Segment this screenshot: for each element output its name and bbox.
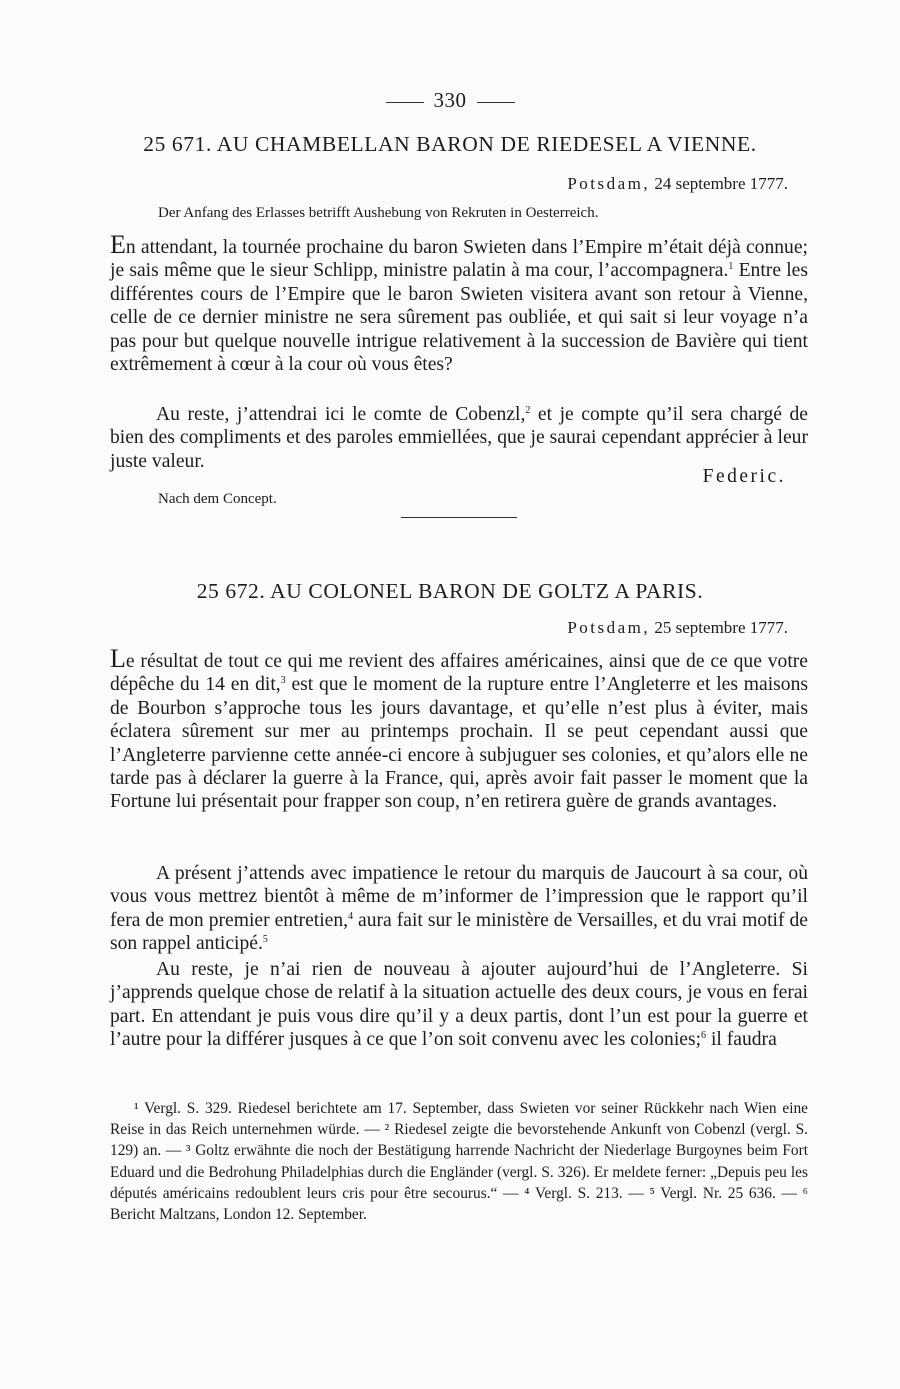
letter2-heading: 25 672. AU COLONEL BARON DE GOLTZ A PARIS. bbox=[196, 579, 704, 603]
letter2-p2-text-b: aura fait sur le ministère de Versailles, et du vrai motif de son rappel anticipé. bbox=[110, 909, 808, 955]
letter2-p1-text-b: est que le moment de la rupture entre l’Angleterre et les maisons de Bourbon s’approche tous les jours davantage, et qu’elle n’est plus à éviter, mais éclatera sûrement sur mer au printemps prochain. Il se peut cependant aussi que l’Angleterre parvienne cette année-ci encore à subjuguer ses colonies, et qu’alors elle ne tarde pas à déclarer la guerre à la France, qui, après avoir fait passer le moment que la Fortune lui présentait pour frapper son coup, n’en retirera guère de grands avantages. bbox=[110, 674, 808, 813]
letter1-initial: E bbox=[110, 230, 126, 259]
letter1-p2-text-a: Au reste, j’attendrai ici le comte de Cobenzl, bbox=[156, 404, 526, 425]
letter2-p2-text-a: A présent j’attends avec impatience le retour du marquis de Jaucourt à sa cour, où vous vous mettrez bientôt à même de m’informer de l’impression que le rapport qu’il fera de mon premier entretien, bbox=[110, 863, 808, 931]
letter1-signature: Federic. bbox=[702, 466, 786, 487]
letter2-place: Potsdam, bbox=[567, 618, 651, 637]
section-divider bbox=[401, 517, 517, 518]
footnotes-text: ¹ Vergl. S. 329. Riedesel berichtete am 17. September, dass Swieten vor seiner Rückkehr nach Wien eine Reise in das Reich unternehmen würde. — ² Riedesel zeigte die bevorstehende Ankunft von Cobenzl (vergl. S. 129) an. — ³ Goltz erwähnte die noch der Bestätigung harrende Nachricht der Niederlage Burgoynes beim Fort Eduard und die Bedrohung Philadelphias durch die Engländer (vergl. S. 326). Er meldete ferner: „Depuis peu les députés américains redoublent leurs cris pour être secourus.“ — ⁴ Vergl. S. 213. — ⁵ Vergl. Nr. 25 636. — ⁶ Bericht Maltzans, London 12. September. bbox=[110, 1100, 808, 1224]
letter2-date: 25 septembre 1777. bbox=[654, 618, 788, 637]
letter2-paragraph-1 bbox=[110, 644, 808, 814]
letter2-paragraph-3 bbox=[110, 958, 808, 1052]
letter2-paragraph-2 bbox=[110, 862, 808, 956]
letter1-paragraph-1 bbox=[110, 230, 808, 376]
footnote-ref-6: 6 bbox=[701, 1030, 707, 1042]
page-number-dash-right bbox=[477, 102, 515, 103]
letter1-heading: 25 671. AU CHAMBELLAN BARON DE RIEDESEL A VIENNE. bbox=[143, 132, 757, 156]
letter1-p2-text-b: et je compte qu’il sera chargé de bien des compliments et des paroles emmiellées, que je saurai cependant apprécier à leur juste valeur. bbox=[110, 404, 808, 472]
letter1-summary: Der Anfang des Erlasses betrifft Aushebung von Rekruten in Oesterreich. bbox=[158, 205, 599, 221]
letter1-paragraph-2 bbox=[110, 403, 808, 473]
page-number-text: 330 bbox=[433, 88, 467, 112]
footnote-ref-2: 2 bbox=[525, 405, 531, 416]
letter2-p3-text-a: Au reste, je n’ai rien de nouveau à ajouter aujourd’hui de l’Angleterre. Si j’apprends quelque chose de relatif à la situation actuelle des deux cours, je vous en ferai part. En attendant je puis vous dire qu’il y a deux partis, dont l’un est pour la guerre et l’autre pour la différer jusques à ce que l’on soit convenu avec les colonies; bbox=[110, 959, 808, 1051]
page-number bbox=[0, 88, 900, 113]
footnote-ref-4: 4 bbox=[348, 910, 354, 922]
letter1-place: Potsdam, bbox=[567, 174, 651, 193]
footnote-ref-5: 5 bbox=[262, 934, 268, 946]
letter2-initial: L bbox=[110, 644, 126, 673]
letter2-dateline bbox=[567, 618, 788, 638]
footnotes bbox=[110, 1098, 808, 1225]
letter1-p1-text-a: n attendant, la tournée prochaine du baron Swieten dans l’Empire m’était déjà connue; je sais même que le sieur Schlipp, ministre palatin à ma cour, l’accompagnera. bbox=[110, 237, 808, 282]
footnote-ref-3: 3 bbox=[280, 675, 286, 687]
letter2-p1-text-a: e résultat de tout ce qui me revient des affaires américaines, ainsi que de ce que votre dépêche du 14 en dit, bbox=[110, 651, 808, 696]
letter1-date: 24 septembre 1777. bbox=[654, 174, 788, 193]
letter1-p1-text-b: Entre les différentes cours de l’Empire que le baron Swieten visitera avant son retour à Vienne, celle de ce dernier ministre ne sera sûrement pas oubliée, et qui sait si leur voyage n’a pas pour but quelque nouvelle intrigue relativement à la succession de Bavière qui tient extrêmement à cœur à la cour où vous êtes? bbox=[110, 260, 808, 376]
letter2-p3-text-b: il faudra bbox=[706, 1029, 777, 1051]
letter1-dateline bbox=[567, 174, 788, 194]
page-number-dash-left bbox=[386, 102, 424, 103]
footnote-ref-1: 1 bbox=[728, 261, 734, 273]
letter1-source: Nach dem Concept. bbox=[158, 491, 277, 507]
